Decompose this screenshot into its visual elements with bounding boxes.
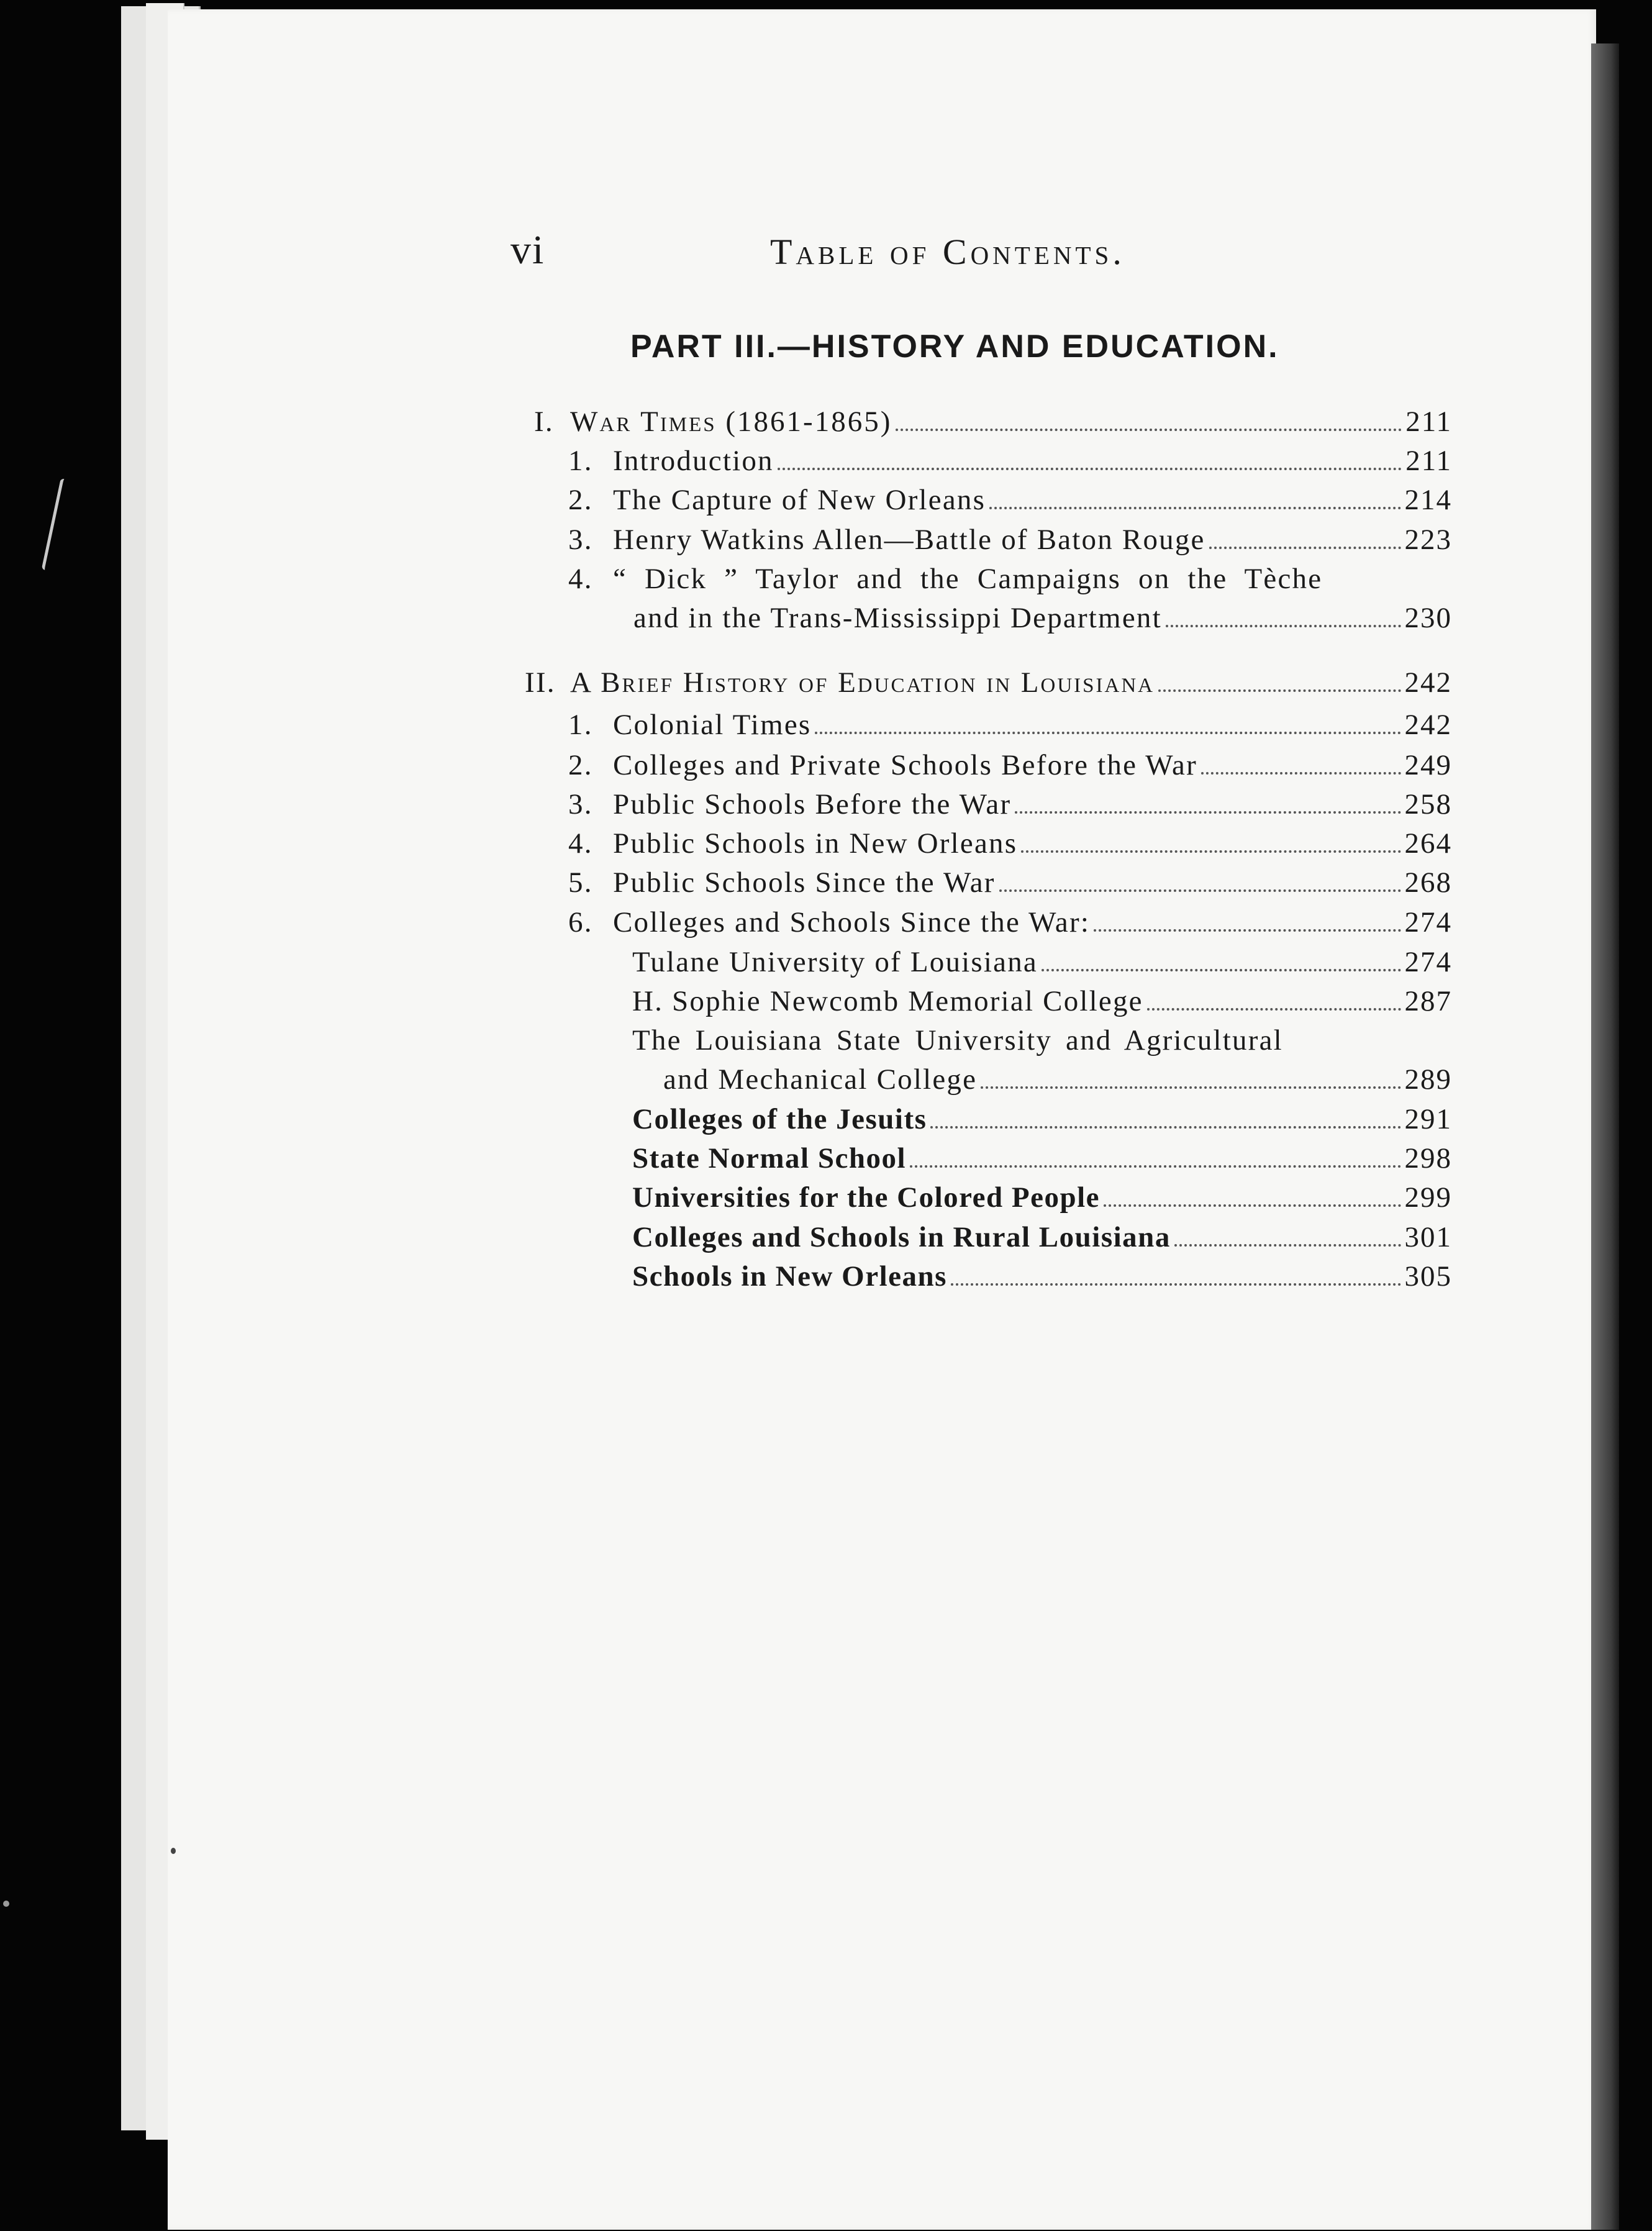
entry-number: 1. (568, 445, 593, 477)
entry-page: 214 (1404, 484, 1452, 516)
entry-number: 3. (568, 524, 593, 556)
entry-page: 264 (1404, 827, 1452, 860)
toc-entry (568, 906, 1452, 939)
entry-title: Public Schools Since the War (613, 866, 996, 899)
entry-page: 287 (1404, 985, 1452, 1017)
entry-number: 4. (568, 563, 593, 595)
dot-leader (999, 889, 1401, 892)
dot-leader (1021, 850, 1400, 853)
toc-subentry (632, 1142, 1452, 1175)
toc-subentry (632, 984, 1452, 1018)
entry-title: State Normal School (632, 1142, 907, 1175)
entry-title: Henry Watkins Allen—Battle of Baton Rouge (613, 524, 1205, 556)
entry-number: 5. (568, 866, 593, 899)
toc-entry (568, 483, 1452, 517)
dot-leader (951, 1283, 1401, 1286)
entry-page: 242 (1404, 666, 1452, 699)
toc-subentry (632, 1220, 1452, 1254)
toc-subentry (632, 1102, 1452, 1136)
toc-entry-section (534, 405, 1452, 438)
dot-leader (1104, 1204, 1400, 1207)
entry-title: “ Dick ” Taylor and the Campaigns on the Tèche (613, 563, 1323, 595)
toc-subentry (632, 1024, 1452, 1057)
page-number: vi (511, 227, 545, 273)
toc-entry (568, 562, 1452, 596)
toc-entry (568, 866, 1452, 899)
entry-page: 299 (1404, 1181, 1452, 1214)
dot-leader (896, 429, 1402, 431)
dot-leader (910, 1165, 1400, 1168)
entry-number: 2. (568, 484, 593, 516)
entry-number: 4. (568, 827, 593, 860)
toc-subentry (632, 1181, 1452, 1214)
entry-title: Colonial Times (613, 709, 812, 741)
entry-number: II. (525, 666, 556, 699)
entry-title: Tulane University of Louisiana (632, 946, 1038, 978)
toc-entry (568, 523, 1452, 557)
dot-leader (1209, 547, 1401, 549)
part-heading: PART III.—HISTORY AND EDUCATION. (630, 329, 1279, 365)
entry-number: 3. (568, 788, 593, 820)
entry-page: 258 (1404, 788, 1452, 820)
entry-page: 301 (1404, 1221, 1452, 1253)
entry-page: 298 (1404, 1142, 1452, 1175)
dot-leader (1015, 811, 1400, 814)
entry-title: War Times (1861-1865) (570, 406, 892, 438)
entry-title: H. Sophie Newcomb Memorial College (632, 985, 1143, 1017)
dot-leader (1094, 929, 1400, 932)
dot-leader (989, 507, 1400, 509)
entry-page: 249 (1404, 749, 1452, 781)
toc-subentry-continuation (663, 1063, 1452, 1096)
dot-leader (1042, 969, 1401, 971)
dot-leader (1174, 1244, 1401, 1247)
entry-number: I. (534, 406, 554, 438)
toc-subentry (632, 1260, 1452, 1293)
entry-page: 274 (1404, 946, 1452, 978)
entry-title: and Mechanical College (663, 1063, 978, 1096)
dot-leader (1166, 625, 1401, 627)
entry-title: Universities for the Colored People (632, 1181, 1101, 1214)
toc-entry (568, 444, 1452, 478)
entry-number: 1. (568, 709, 593, 741)
entry-page: 242 (1404, 709, 1452, 741)
toc-entry (568, 788, 1452, 821)
entry-title: Introduction (613, 445, 774, 477)
toc-entry (568, 827, 1452, 860)
entry-number: 2. (568, 749, 593, 781)
scan-speck (171, 1848, 176, 1854)
toc-entry-section (525, 666, 1452, 699)
entry-title: Colleges and Schools Since the War: (613, 906, 1091, 938)
entry-page: 230 (1404, 602, 1452, 634)
toc-entry (568, 748, 1452, 782)
entry-page: 289 (1404, 1063, 1452, 1096)
entry-page: 211 (1405, 406, 1452, 438)
dot-leader (1158, 689, 1401, 692)
dot-leader (981, 1086, 1400, 1089)
entry-title: Colleges and Schools in Rural Louisiana (632, 1221, 1171, 1253)
entry-title: Schools in New Orleans (632, 1260, 947, 1293)
entry-title: The Louisiana State University and Agricultural (632, 1024, 1283, 1056)
running-title: Table of Contents. (770, 232, 1125, 272)
dot-leader (815, 732, 1400, 734)
entry-page: 211 (1405, 445, 1452, 477)
entry-page: 274 (1404, 906, 1452, 938)
entry-title: A Brief History of Education in Louisiana (570, 666, 1155, 699)
entry-title: Public Schools in New Orleans (613, 827, 1018, 860)
entry-page: 291 (1404, 1103, 1452, 1135)
entry-page: 268 (1404, 866, 1452, 899)
toc-subentry (632, 945, 1452, 979)
dot-leader (1147, 1008, 1401, 1011)
dot-leader (778, 468, 1402, 470)
entry-title: The Capture of New Orleans (613, 484, 986, 516)
entry-number: 6. (568, 906, 593, 938)
entry-title: Colleges of the Jesuits (632, 1103, 927, 1135)
entry-title: and in the Trans-Mississippi Department (633, 602, 1162, 634)
entry-page: 223 (1404, 524, 1452, 556)
toc-entry (568, 708, 1452, 742)
entry-page: 305 (1404, 1260, 1452, 1293)
scan-speck (3, 1901, 9, 1907)
dot-leader (930, 1126, 1400, 1129)
dot-leader (1201, 772, 1401, 775)
toc-entry-continuation (633, 601, 1452, 635)
entry-title: Colleges and Private Schools Before the War (613, 749, 1197, 781)
entry-title: Public Schools Before the War (613, 788, 1012, 820)
